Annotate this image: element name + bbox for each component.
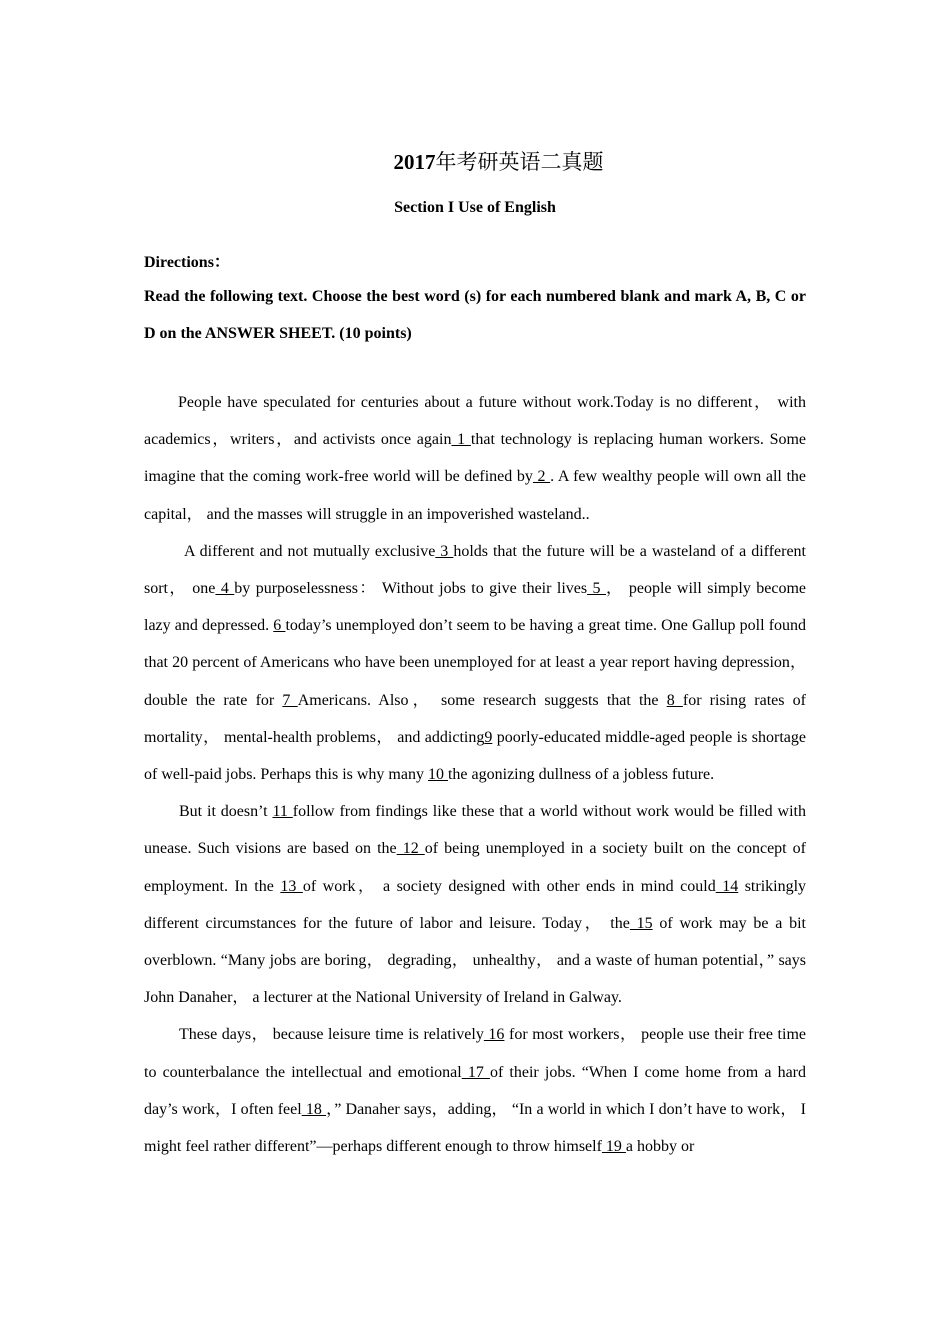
- passage: [144, 384, 806, 1165]
- blank-19: 19: [601, 1138, 626, 1156]
- blank-3: 3: [435, 542, 454, 560]
- blank-15: 15: [629, 914, 653, 932]
- title-text: 年考研英语二真题: [435, 150, 604, 174]
- blank-2: 2: [532, 468, 551, 486]
- blank-9: 9: [484, 728, 493, 746]
- paragraph-2: A different and not mutually exclusive 3 holds that the future will be a wasteland of a different sort， one 4 by purposelessness： Without jobs to give their lives 5 ， people will simply become lazy and depressed. 6 today’s unemployed don’t seem to be having a great time. One Gallup poll found that 20 percent of Americans who have been unemployed for at least a year report having depression，double the rate for 7 Americans. Also， some research suggests that the 8 for rising rates of mortality， mental-health problems， and addicting9 poorly-educated middle-aged people is shortage of well-paid jobs. Perhaps this is why many 10 the agonizing dullness of a jobless future.: [144, 542, 807, 784]
- blank-17: 17: [461, 1063, 490, 1081]
- blank-12: 12: [396, 840, 425, 858]
- blank-5: 5: [587, 580, 606, 598]
- paragraph-3: But it doesn’t 11 follow from findings like these that a world without work would be filled with unease. Such visions are based on the 12 of being unemployed in a society built on the concept of employment. In the 13 of work， a society designed with other ends in mind could 14 strikingly different circumstances for the future of labor and leisure. Today， the 15 of work may be a bit overblown. “Many jobs are boring， degrading， unhealthy， and a waste of human potential，” says John Danaher， a lecturer at the National University of Ireland in Galway.: [144, 803, 807, 1007]
- blank-10: 10: [427, 766, 448, 784]
- document-title: [0, 148, 950, 176]
- blank-6: 6: [273, 617, 286, 635]
- paragraph-1: People have speculated for centuries about a future without work.Today is no different， with academics，writers，and activists once again 1 that technology is replacing human workers. Some imagine that the coming work-free world will be defined by 2 . A few wealthy people will own all the capital， and the masses will struggle in an impoverished wasteland..: [144, 394, 807, 523]
- blank-1: 1: [451, 431, 471, 449]
- blank-4: 4: [215, 580, 235, 598]
- blank-14: 14: [715, 877, 739, 895]
- blank-8: 8: [666, 691, 683, 709]
- blank-18: 18: [301, 1100, 327, 1118]
- blank-11: 11: [272, 803, 293, 821]
- blank-7: 7: [282, 691, 298, 709]
- title-year: 2017: [393, 150, 436, 174]
- blank-13: 13: [280, 877, 303, 895]
- paragraph-4: These days， because leisure time is relatively 16 for most workers， people use their free time to counterbalance the intellectual and emotional 17 of their jobs. “When I come home from a hard day’s work，I often feel 18 ，” Danaher says，adding， “In a world in which I don’t have to work， I might feel rather different”—perhaps different enough to throw himself 19 a hobby or: [144, 1026, 807, 1156]
- directions-text: Read the following text. Choose the best word (s) for each numbered blank and mark A, B, C or D on the ANSWER SHEET. (10 points): [144, 288, 806, 342]
- section-heading: Section I Use of English: [394, 199, 556, 216]
- blank-16: 16: [483, 1026, 505, 1044]
- directions-label: Directions：: [144, 254, 230, 271]
